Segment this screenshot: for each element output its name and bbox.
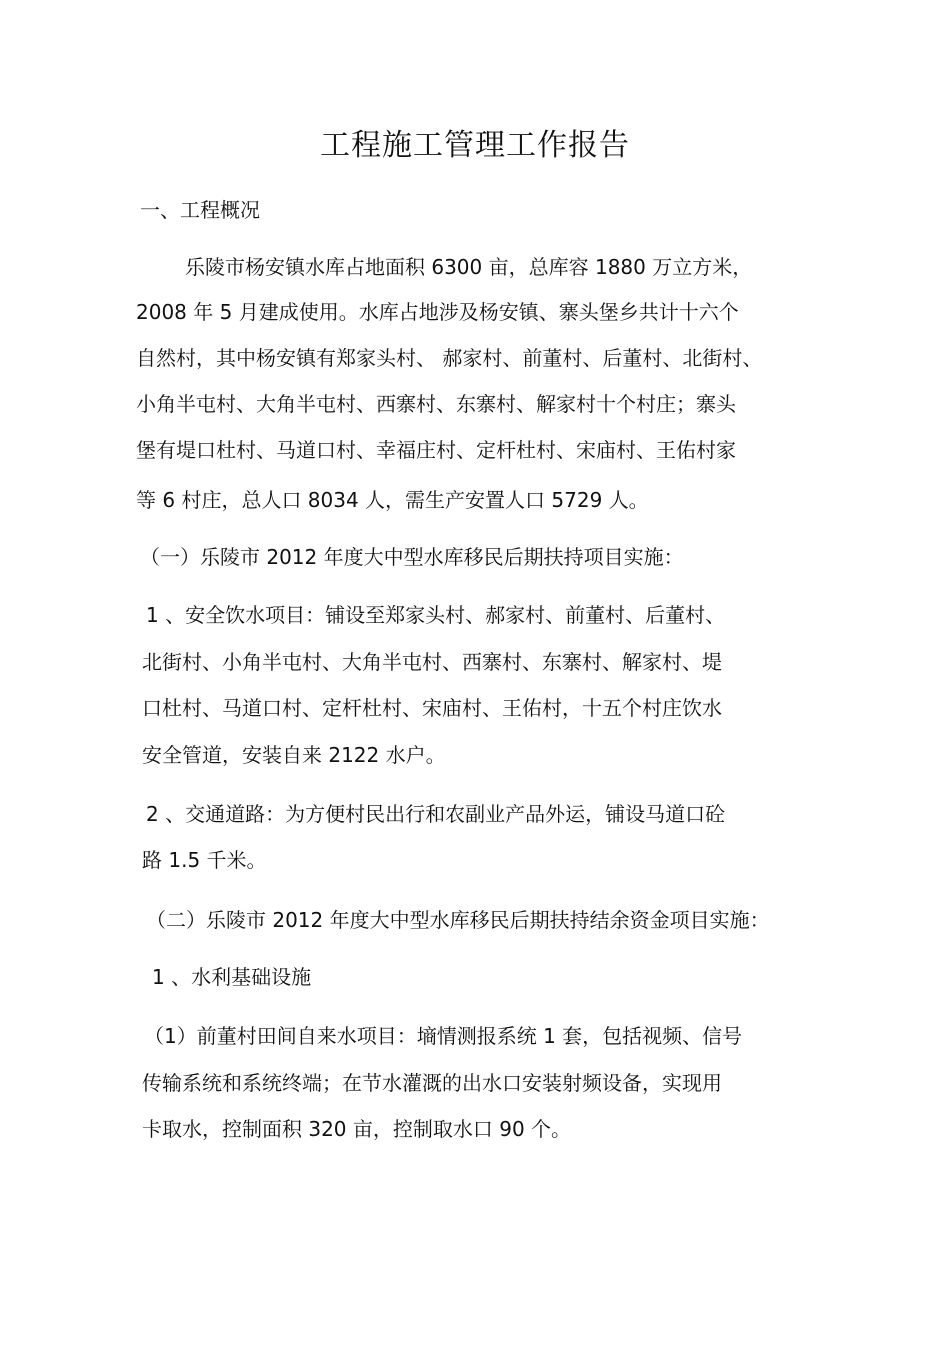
paragraph-line: 北街村、小角半屯村、大角半屯村、西寨村、东寨村、解家村、堤 <box>142 650 722 674</box>
paragraph-line: 小角半屯村、大角半屯村、西寨村、东寨村、解家村十个村庄；寨头 <box>136 392 736 416</box>
paragraph-line: 2008 年 5 月建成使用。水库占地涉及杨安镇、寨头堡乡共计十六个 <box>136 300 739 324</box>
subsection-heading: （二）乐陵市 2012 年度大中型水库移民后期扶持结余资金项目实施： <box>146 908 770 932</box>
paragraph-line: 等 6 村庄，总人口 8034 人，需生产安置人口 5729 人。 <box>136 488 649 512</box>
item-heading: 1 、水利基础设施 <box>152 965 312 989</box>
paragraph-line: 传输系统和系统终端；在节水灌溉的出水口安装射频设备，实现用 <box>142 1071 722 1095</box>
paragraph-line: 路 1.5 千米。 <box>142 848 267 872</box>
paragraph-line: 卡取水，控制面积 320 亩，控制取水口 90 个。 <box>142 1117 572 1141</box>
paragraph-line: 2 、交通道路：为方便村民出行和农副业产品外运，铺设马道口砼 <box>146 802 726 826</box>
paragraph-line: 堡有堤口杜村、马道口村、幸福庄村、定杆杜村、宋庙村、王佑村家 <box>136 438 736 462</box>
document-title: 工程施工管理工作报告 <box>320 128 630 163</box>
paragraph-line: 自然村，其中杨安镇有郑家头村、 郝家村、前董村、后董村、北街村、 <box>136 346 763 370</box>
subsection-heading: （一）乐陵市 2012 年度大中型水库移民后期扶持项目实施： <box>140 545 684 569</box>
paragraph-line: 口杜村、马道口村、定杆杜村、宋庙村、王佑村，十五个村庄饮水 <box>142 696 722 720</box>
paragraph-line: 1 、安全饮水项目：铺设至郑家头村、郝家村、前董村、后董村、 <box>146 603 726 627</box>
paragraph-line: （1）前董村田间自来水项目：墒情测报系统 1 套，包括视频、信号 <box>144 1024 743 1048</box>
paragraph-line: 乐陵市杨安镇水库占地面积 6300 亩，总库容 1880 万立方米， <box>185 255 753 279</box>
paragraph-line: 安全管道，安装自来 2122 水户。 <box>142 743 446 767</box>
section-heading: 一、工程概况 <box>140 198 260 222</box>
